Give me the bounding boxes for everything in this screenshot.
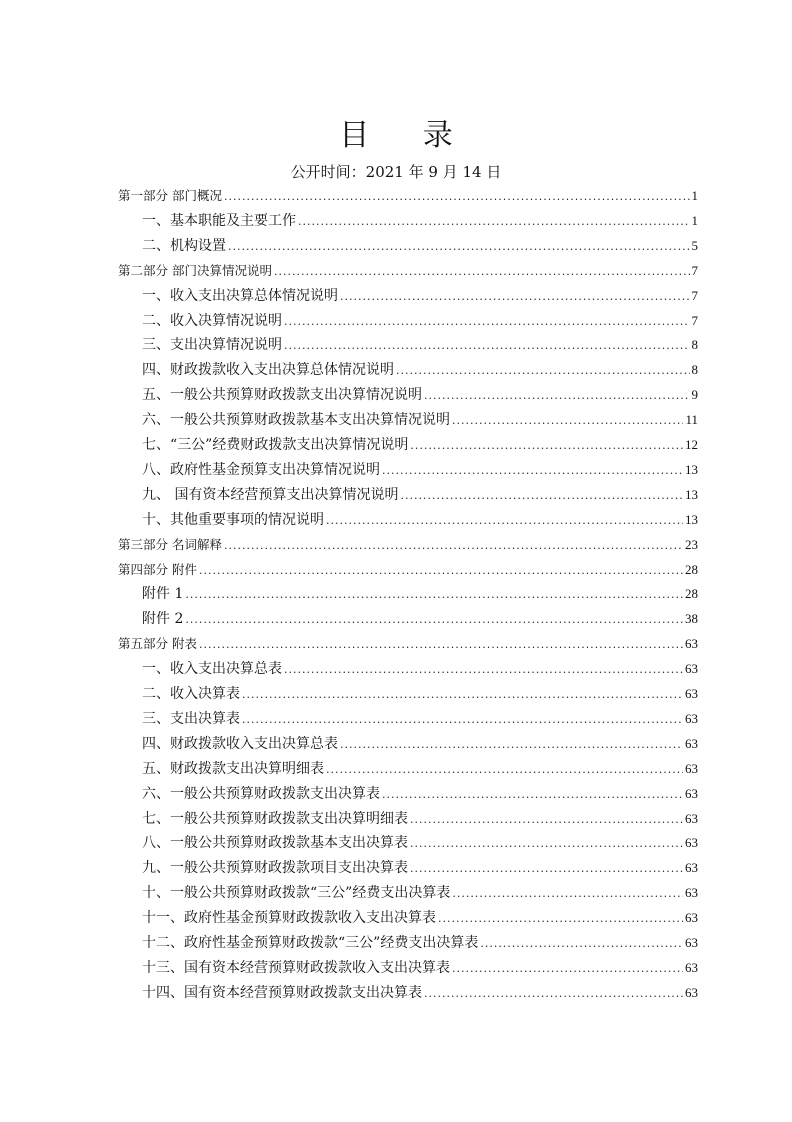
toc-entry-title: 二、收入决算表: [142, 686, 240, 702]
toc-page-number: 63: [685, 661, 698, 677]
toc-page-number: 28: [685, 561, 698, 577]
dot-leader: [480, 932, 683, 956]
toc-page-number: 63: [685, 885, 698, 901]
dot-leader: [326, 758, 683, 782]
dot-leader: [424, 982, 683, 1006]
toc-item-entry[interactable]: [142, 981, 698, 1005]
toc-item-entry[interactable]: [142, 408, 698, 432]
dot-leader: [340, 733, 683, 757]
toc-item-entry[interactable]: [142, 732, 698, 756]
toc-entry-title: 十一、政府性基金预算财政拨款收入支出决算表: [142, 910, 436, 927]
dot-leader: [185, 608, 683, 632]
dot-leader: [224, 534, 683, 558]
dot-leader: [242, 708, 683, 732]
toc-entry-title: 二、收入决算情况说明: [142, 312, 282, 329]
toc-entry-title: 四、财政拨款收入支出决算总表: [142, 735, 338, 752]
toc-entry-title: 附件 2: [142, 611, 184, 628]
toc-entry-title: 附件 1: [142, 586, 184, 603]
toc-entry-title: 一、收入支出决算总表: [142, 661, 282, 678]
dot-leader: [326, 509, 683, 533]
dot-leader: [396, 359, 690, 383]
dot-leader: [400, 484, 683, 508]
toc-entry-title: 五、一般公共预算财政拨款支出决算情况说明: [142, 387, 422, 404]
toc-item-entry[interactable]: [142, 657, 698, 681]
toc-entry-title: 七、“三公”经费财政拨款支出决算情况说明: [142, 437, 409, 453]
toc-item-entry[interactable]: [142, 906, 698, 930]
toc-item-entry[interactable]: [142, 757, 698, 781]
toc-entry-title: 二、机构设置: [142, 237, 226, 254]
toc-entry-title: 九、一般公共预算财政拨款项目支出决算表: [142, 860, 408, 877]
dot-leader: [382, 783, 683, 807]
toc-item-entry[interactable]: [142, 881, 698, 905]
toc-item-entry[interactable]: [142, 707, 698, 731]
dot-leader: [340, 285, 690, 309]
toc-page-number: 9: [691, 387, 698, 403]
toc-entry-title: 第二部分 部门决算情况说明: [118, 262, 272, 278]
toc-page-number: 23: [685, 536, 698, 552]
publish-date: 公开时间：2021 年 9 月 14 日: [290, 163, 502, 181]
dot-leader: [382, 459, 683, 483]
toc-page-number: 63: [685, 835, 698, 851]
toc-part-entry[interactable]: [118, 533, 698, 557]
toc-item-entry[interactable]: [142, 807, 698, 831]
toc-page-number: 12: [685, 437, 698, 452]
toc-entry-title: 八、一般公共预算财政拨款基本支出决算表: [142, 835, 408, 852]
toc-page-number: 5: [691, 237, 698, 253]
toc-entry-title: 三、支出决算情况说明: [142, 337, 282, 354]
toc-item-entry[interactable]: [142, 234, 698, 258]
toc-item-entry[interactable]: [142, 333, 698, 357]
dot-leader: [242, 683, 683, 707]
toc-entry-title: 十三、国有资本经营预算财政拨款收入支出决算表: [142, 959, 450, 976]
toc-page-number: 63: [685, 910, 698, 926]
toc-page-number: 1: [691, 212, 698, 228]
toc-page-number: 63: [685, 935, 698, 950]
toc-entry-title: 第三部分 名词解释: [118, 536, 222, 552]
toc-page-number: 63: [685, 735, 698, 751]
toc-item-entry[interactable]: [142, 607, 698, 631]
toc-entry-title: 八、政府性基金预算支出决算情况说明: [142, 461, 380, 478]
toc-page-number: 8: [691, 362, 698, 378]
toc-item-entry[interactable]: [142, 284, 698, 308]
toc-entry-title: 四、财政拨款收入支出决算总体情况说明: [142, 362, 394, 379]
dot-leader: [228, 235, 690, 259]
dot-leader: [410, 434, 683, 458]
toc-page-number: 38: [685, 611, 698, 627]
dot-leader: [410, 832, 683, 856]
toc-part-entry[interactable]: [118, 184, 698, 208]
toc-part-entry[interactable]: [118, 558, 698, 582]
toc-page-number: 63: [685, 710, 698, 726]
toc-page-number: 7: [691, 262, 698, 278]
toc-item-entry[interactable]: [142, 831, 698, 855]
dot-leader: [298, 210, 690, 234]
toc-item-entry[interactable]: [142, 682, 698, 706]
toc-item-entry[interactable]: [142, 931, 698, 955]
toc-page-number: 63: [685, 785, 698, 801]
toc-item-entry[interactable]: [142, 383, 698, 407]
dot-leader: [452, 409, 683, 433]
toc-item-entry[interactable]: [142, 508, 698, 532]
toc-entry-title: 十、一般公共预算财政拨款“三公”经费支出决算表: [142, 885, 451, 902]
toc-item-entry[interactable]: [142, 956, 698, 980]
toc-page-number: 7: [691, 312, 698, 328]
toc-page-number: 1: [691, 188, 698, 203]
toc-item-entry[interactable]: [142, 856, 698, 880]
toc-page-number: 8: [691, 337, 698, 353]
toc-entry-title: 六、一般公共预算财政拨款基本支出决算情况说明: [142, 412, 450, 429]
toc-page-number: 63: [685, 636, 698, 652]
toc-entry-title: 五、财政拨款支出决算明细表: [142, 760, 324, 777]
toc-item-entry[interactable]: [142, 458, 698, 482]
dot-leader: [424, 384, 690, 408]
toc-page-number: 28: [685, 586, 698, 602]
toc-entry-title: 十、其他重要事项的情况说明: [142, 511, 324, 528]
toc-page-number: 63: [685, 984, 698, 1000]
toc-entry-title: 七、一般公共预算财政拨款支出决算明细表: [142, 810, 408, 827]
toc-page-number: 63: [685, 860, 698, 876]
toc-page-number: 63: [685, 760, 698, 776]
dot-leader: [284, 658, 683, 682]
toc-entry-title: 第四部分 附件: [118, 561, 197, 577]
toc-item-entry[interactable]: [142, 209, 698, 233]
toc-page-number: 13: [685, 486, 698, 502]
toc-page-number: 63: [685, 959, 698, 975]
toc-part-entry[interactable]: [118, 259, 698, 283]
dot-leader: [185, 583, 683, 607]
toc-entry-title: 六、一般公共预算财政拨款支出决算表: [142, 785, 380, 802]
toc-item-entry[interactable]: [142, 483, 698, 507]
toc-entry-title: 一、收入支出决算总体情况说明: [142, 287, 338, 304]
dot-leader: [224, 185, 690, 209]
toc-entry-title: 三、支出决算表: [142, 710, 240, 727]
dot-leader: [274, 260, 690, 284]
toc-item-entry[interactable]: [142, 782, 698, 806]
toc-page-number: 13: [685, 511, 698, 527]
dot-leader: [452, 882, 683, 906]
toc-entry-title: 第一部分 部门概况: [118, 188, 222, 203]
toc-entry-title: 一、基本职能及主要工作: [142, 212, 296, 229]
dot-leader: [438, 907, 683, 931]
toc-entry-title: 第五部分 附表: [118, 636, 197, 652]
dot-leader: [199, 633, 683, 657]
toc-page-number: 63: [685, 810, 698, 826]
toc-page-number: 7: [691, 287, 698, 303]
toc-item-entry[interactable]: [142, 309, 698, 333]
toc-page-number: 11: [685, 412, 698, 428]
toc-entry-title: 十四、国有资本经营预算财政拨款支出决算表: [142, 984, 422, 1001]
toc-entry-title: 十二、政府性基金预算财政拨款“三公”经费支出决算表: [142, 935, 479, 951]
dot-leader: [452, 957, 683, 981]
toc-item-entry[interactable]: [142, 433, 698, 457]
dot-leader: [410, 857, 683, 881]
dot-leader: [410, 808, 683, 832]
page-title: 目 录: [339, 118, 475, 153]
dot-leader: [284, 334, 690, 358]
toc-entry-title: 九、 国有资本经营预算支出决算情况说明: [142, 486, 399, 503]
dot-leader: [199, 559, 683, 583]
toc-item-entry[interactable]: [142, 582, 698, 606]
dot-leader: [284, 310, 690, 334]
toc-page-number: 63: [685, 686, 698, 701]
toc-item-entry[interactable]: [142, 358, 698, 382]
toc-part-entry[interactable]: [118, 632, 698, 656]
toc-page-number: 13: [685, 461, 698, 477]
